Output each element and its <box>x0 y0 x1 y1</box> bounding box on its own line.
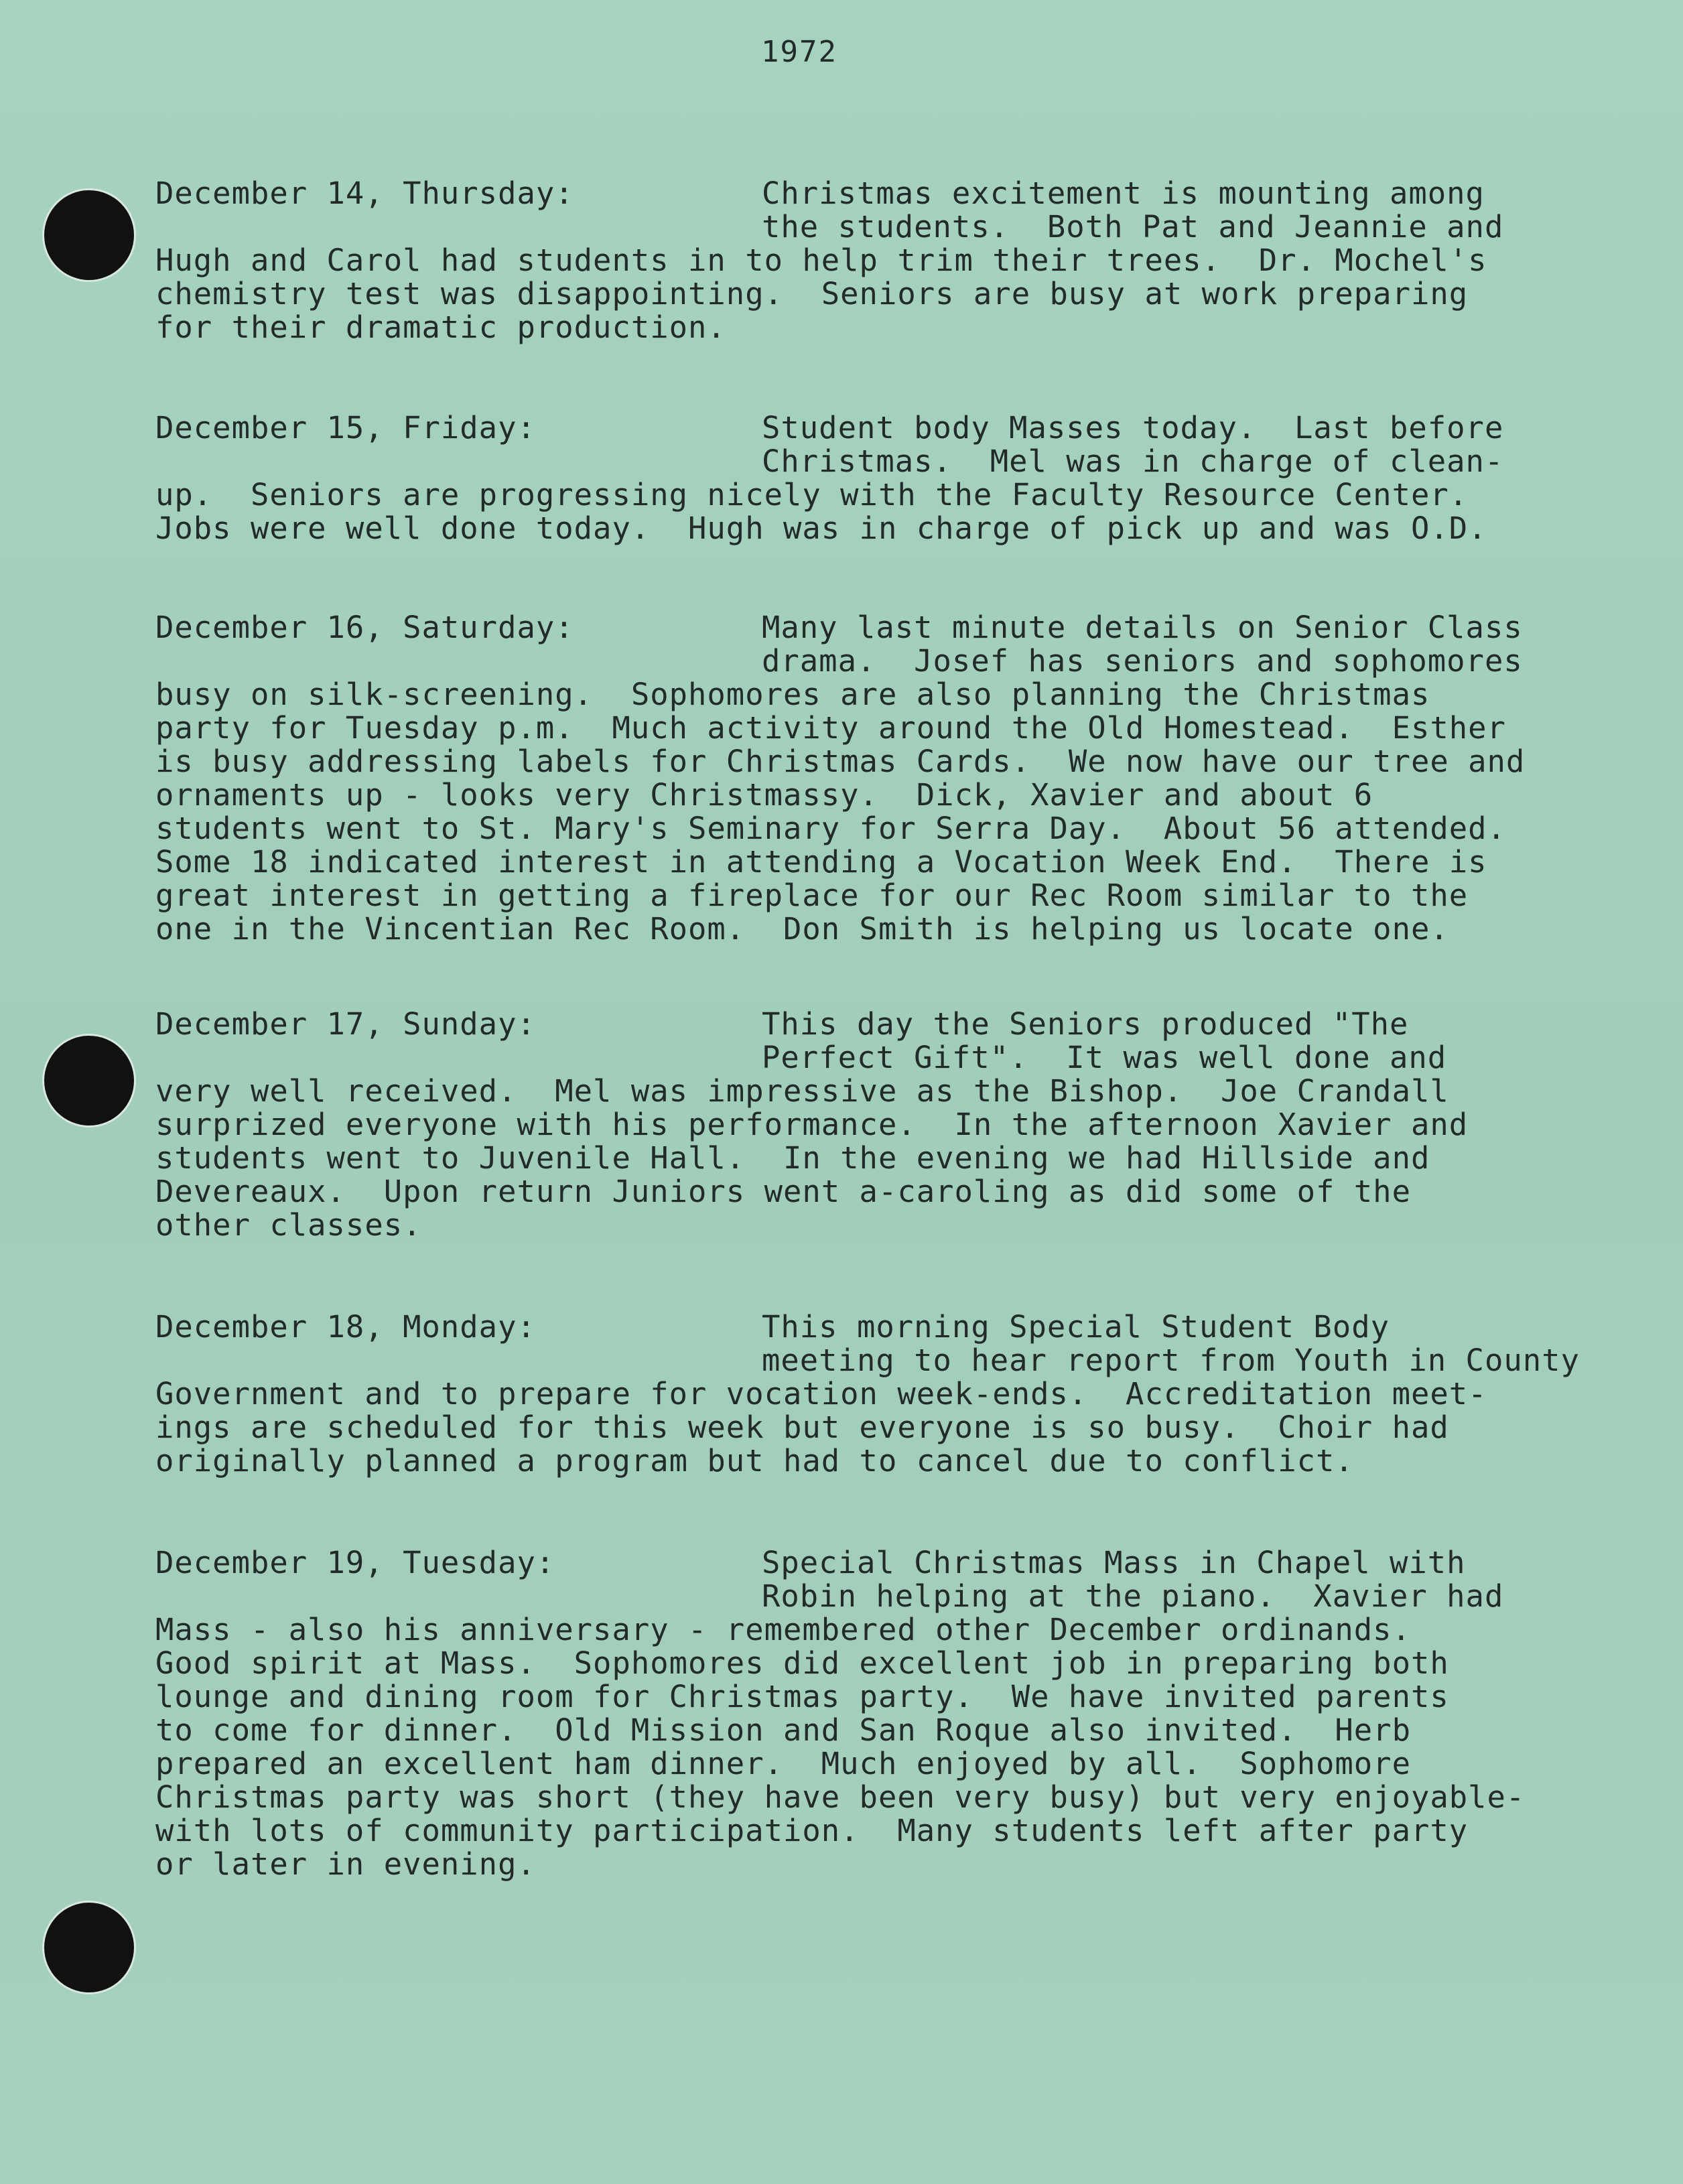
entry-line: Christmas party was short (they have been very busy) but very enjoyable- <box>155 1779 1526 1815</box>
entry-line: for their dramatic production. <box>155 310 726 345</box>
entry-date: December 15, Friday: <box>155 410 536 446</box>
entry-line: lounge and dining room for Christmas party. We have invited parents <box>155 1679 1449 1714</box>
entry-line: Christmas. Mel was in charge of clean- <box>762 443 1504 479</box>
entry-line: chemistry test was disappointing. Seniors are busy at work preparing <box>155 276 1469 312</box>
entry-line: other classes. <box>155 1207 422 1243</box>
punch-hole-top <box>44 190 134 280</box>
entry-line: the students. Both Pat and Jeannie and <box>762 209 1504 245</box>
entry-line: prepared an excellent ham dinner. Much enjoyed by all. Sophomore <box>155 1746 1411 1781</box>
entry-line: with lots of community participation. Many students left after party <box>155 1813 1469 1848</box>
entry-line: up. Seniors are progressing nicely with the Faculty Resource Center. <box>155 477 1469 513</box>
entry-line: Robin helping at the piano. Xavier had <box>762 1578 1504 1614</box>
entry-line: to come for dinner. Old Mission and San Roque also invited. Herb <box>155 1712 1411 1748</box>
entry-line: Some 18 indicated interest in attending a Vocation Week End. There is <box>155 844 1487 880</box>
punch-hole-bottom <box>44 1903 134 1992</box>
entry-line: Christmas excitement is mounting among <box>762 176 1485 211</box>
journal-entry <box>155 1546 1656 1881</box>
entry-line: one in the Vincentian Rec Room. Don Smith is helping us locate one. <box>155 911 1449 947</box>
entry-line: Mass - also his anniversary - remembered other December ordinands. <box>155 1612 1411 1647</box>
entry-line: party for Tuesday p.m. Much activity around the Old Homestead. Esther <box>155 710 1506 746</box>
journal-entry <box>155 1008 1656 1242</box>
entry-line: students went to Juvenile Hall. In the evening we had Hillside and <box>155 1140 1430 1176</box>
entry-line: great interest in getting a fireplace for our Rec Room similar to the <box>155 878 1469 913</box>
journal-entry <box>155 411 1656 545</box>
entry-line: very well received. Mel was impressive as the Bishop. Joe Crandall <box>155 1073 1449 1109</box>
entry-line: Government and to prepare for vocation week-ends. Accreditation meet- <box>155 1376 1487 1412</box>
entry-line: students went to St. Mary's Seminary for Serra Day. About 56 attended. <box>155 811 1506 846</box>
entry-line: Many last minute details on Senior Class <box>762 610 1523 645</box>
entry-line: Perfect Gift". It was well done and <box>762 1040 1447 1075</box>
entry-line: drama. Josef has seniors and sophomores <box>762 643 1523 679</box>
entry-line: Jobs were well done today. Hugh was in charge of pick up and was O.D. <box>155 510 1487 546</box>
entry-line: Devereaux. Upon return Juniors went a-caroling as did some of the <box>155 1174 1411 1209</box>
entry-date: December 14, Thursday: <box>155 176 574 211</box>
entry-line: This morning Special Student Body <box>762 1309 1390 1345</box>
entry-line: busy on silk-screening. Sophomores are also planning the Christmas <box>155 677 1430 712</box>
entry-line: is busy addressing labels for Christmas Cards. We now have our tree and <box>155 744 1526 779</box>
entry-date: December 16, Saturday: <box>155 610 574 645</box>
entry-line: Good spirit at Mass. Sophomores did excellent job in preparing both <box>155 1645 1449 1681</box>
entry-date: December 18, Monday: <box>155 1309 536 1345</box>
punch-hole-middle <box>44 1036 134 1125</box>
journal-entry <box>155 611 1656 946</box>
entry-line: meeting to hear report from Youth in County <box>762 1343 1580 1378</box>
entry-line: ornaments up - looks very Christmassy. Dick, Xavier and about 6 <box>155 777 1373 813</box>
entry-line: Hugh and Carol had students in to help trim their trees. Dr. Mochel's <box>155 243 1487 278</box>
entry-line: This day the Seniors produced "The <box>762 1006 1409 1042</box>
entry-date: December 19, Tuesday: <box>155 1545 555 1580</box>
entry-line: Student body Masses today. Last before <box>762 410 1504 446</box>
entry-date: December 17, Sunday: <box>155 1006 536 1042</box>
entry-line: ings are scheduled for this week but everyone is so busy. Choir had <box>155 1410 1449 1445</box>
entry-line: Special Christmas Mass in Chapel with <box>762 1545 1466 1580</box>
page-year: 1972 <box>761 35 837 69</box>
entry-line: surprized everyone with his performance. In the afternoon Xavier and <box>155 1107 1469 1142</box>
journal-entry <box>155 177 1656 344</box>
entry-line: or later in evening. <box>155 1846 536 1882</box>
journal-entry <box>155 1310 1656 1478</box>
entry-line: originally planned a program but had to cancel due to conflict. <box>155 1443 1354 1479</box>
